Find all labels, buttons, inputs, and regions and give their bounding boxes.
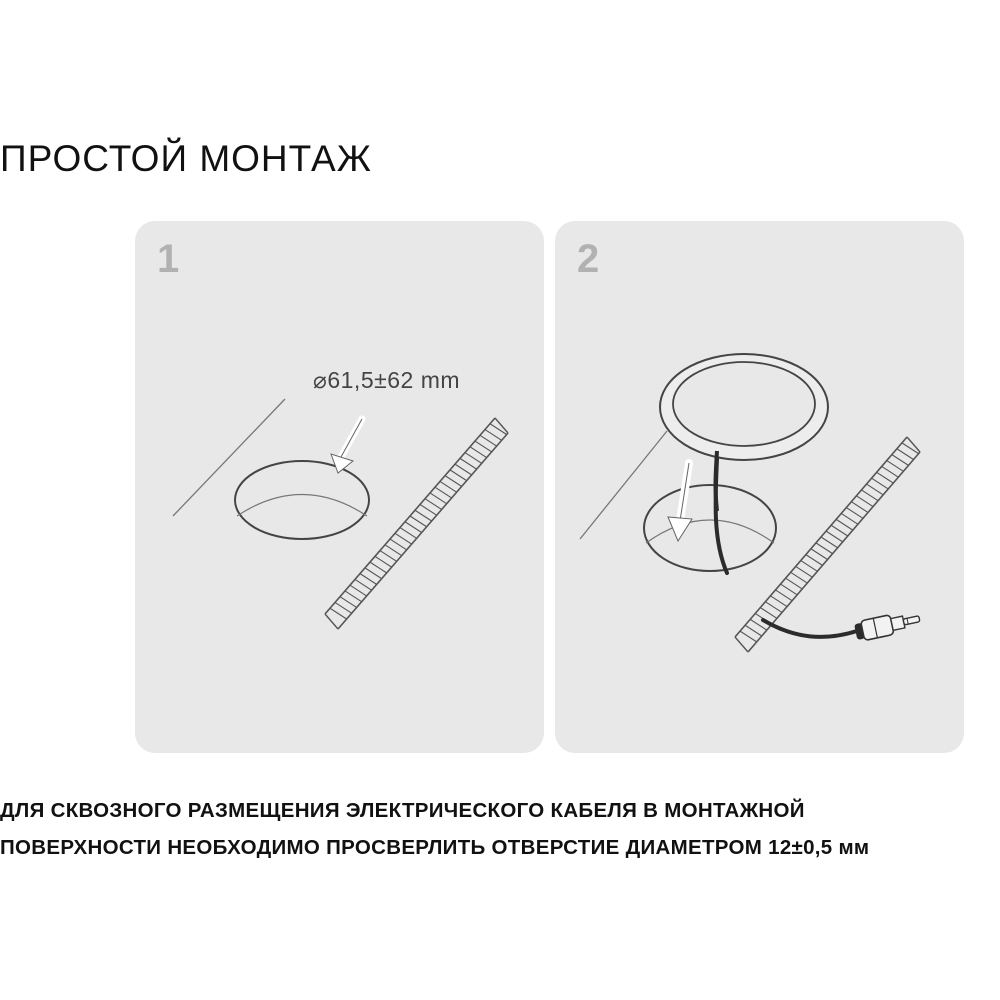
- diameter-label: ⌀61,5±62 mm: [313, 367, 461, 393]
- arrow-down-icon: [668, 463, 692, 541]
- step-number-2: 2: [577, 237, 600, 281]
- step-panel-2: [555, 221, 964, 753]
- step-2-illustration: [555, 221, 964, 753]
- step-number-1: 1: [157, 237, 180, 281]
- surface-edge-icon: [173, 399, 285, 516]
- page-title: ПРОСТОЙ МОНТАЖ: [0, 138, 372, 179]
- hole-icon: [235, 461, 369, 539]
- instruction-caption: [0, 792, 1000, 866]
- caption-line-1: ДЛЯ СКВОЗНОГО РАЗМЕЩЕНИЯ ЭЛЕКТРИЧЕСКОГО КАБЕЛЯ В МОНТАЖНОЙ: [0, 799, 805, 822]
- step-panel-1: [135, 221, 544, 753]
- arrow-down-icon: [331, 419, 362, 473]
- caption-line-2: ПОВЕРХНОСТИ НЕОБХОДИМО ПРОСВЕРЛИТЬ ОТВЕРСТИЕ ДИАМЕТРОМ 12±0,5 мм: [0, 836, 870, 859]
- surface-section-icon: [325, 418, 508, 629]
- hole-icon: [644, 485, 776, 571]
- step-1-illustration: [135, 221, 544, 753]
- surface-edge-icon: [580, 431, 667, 539]
